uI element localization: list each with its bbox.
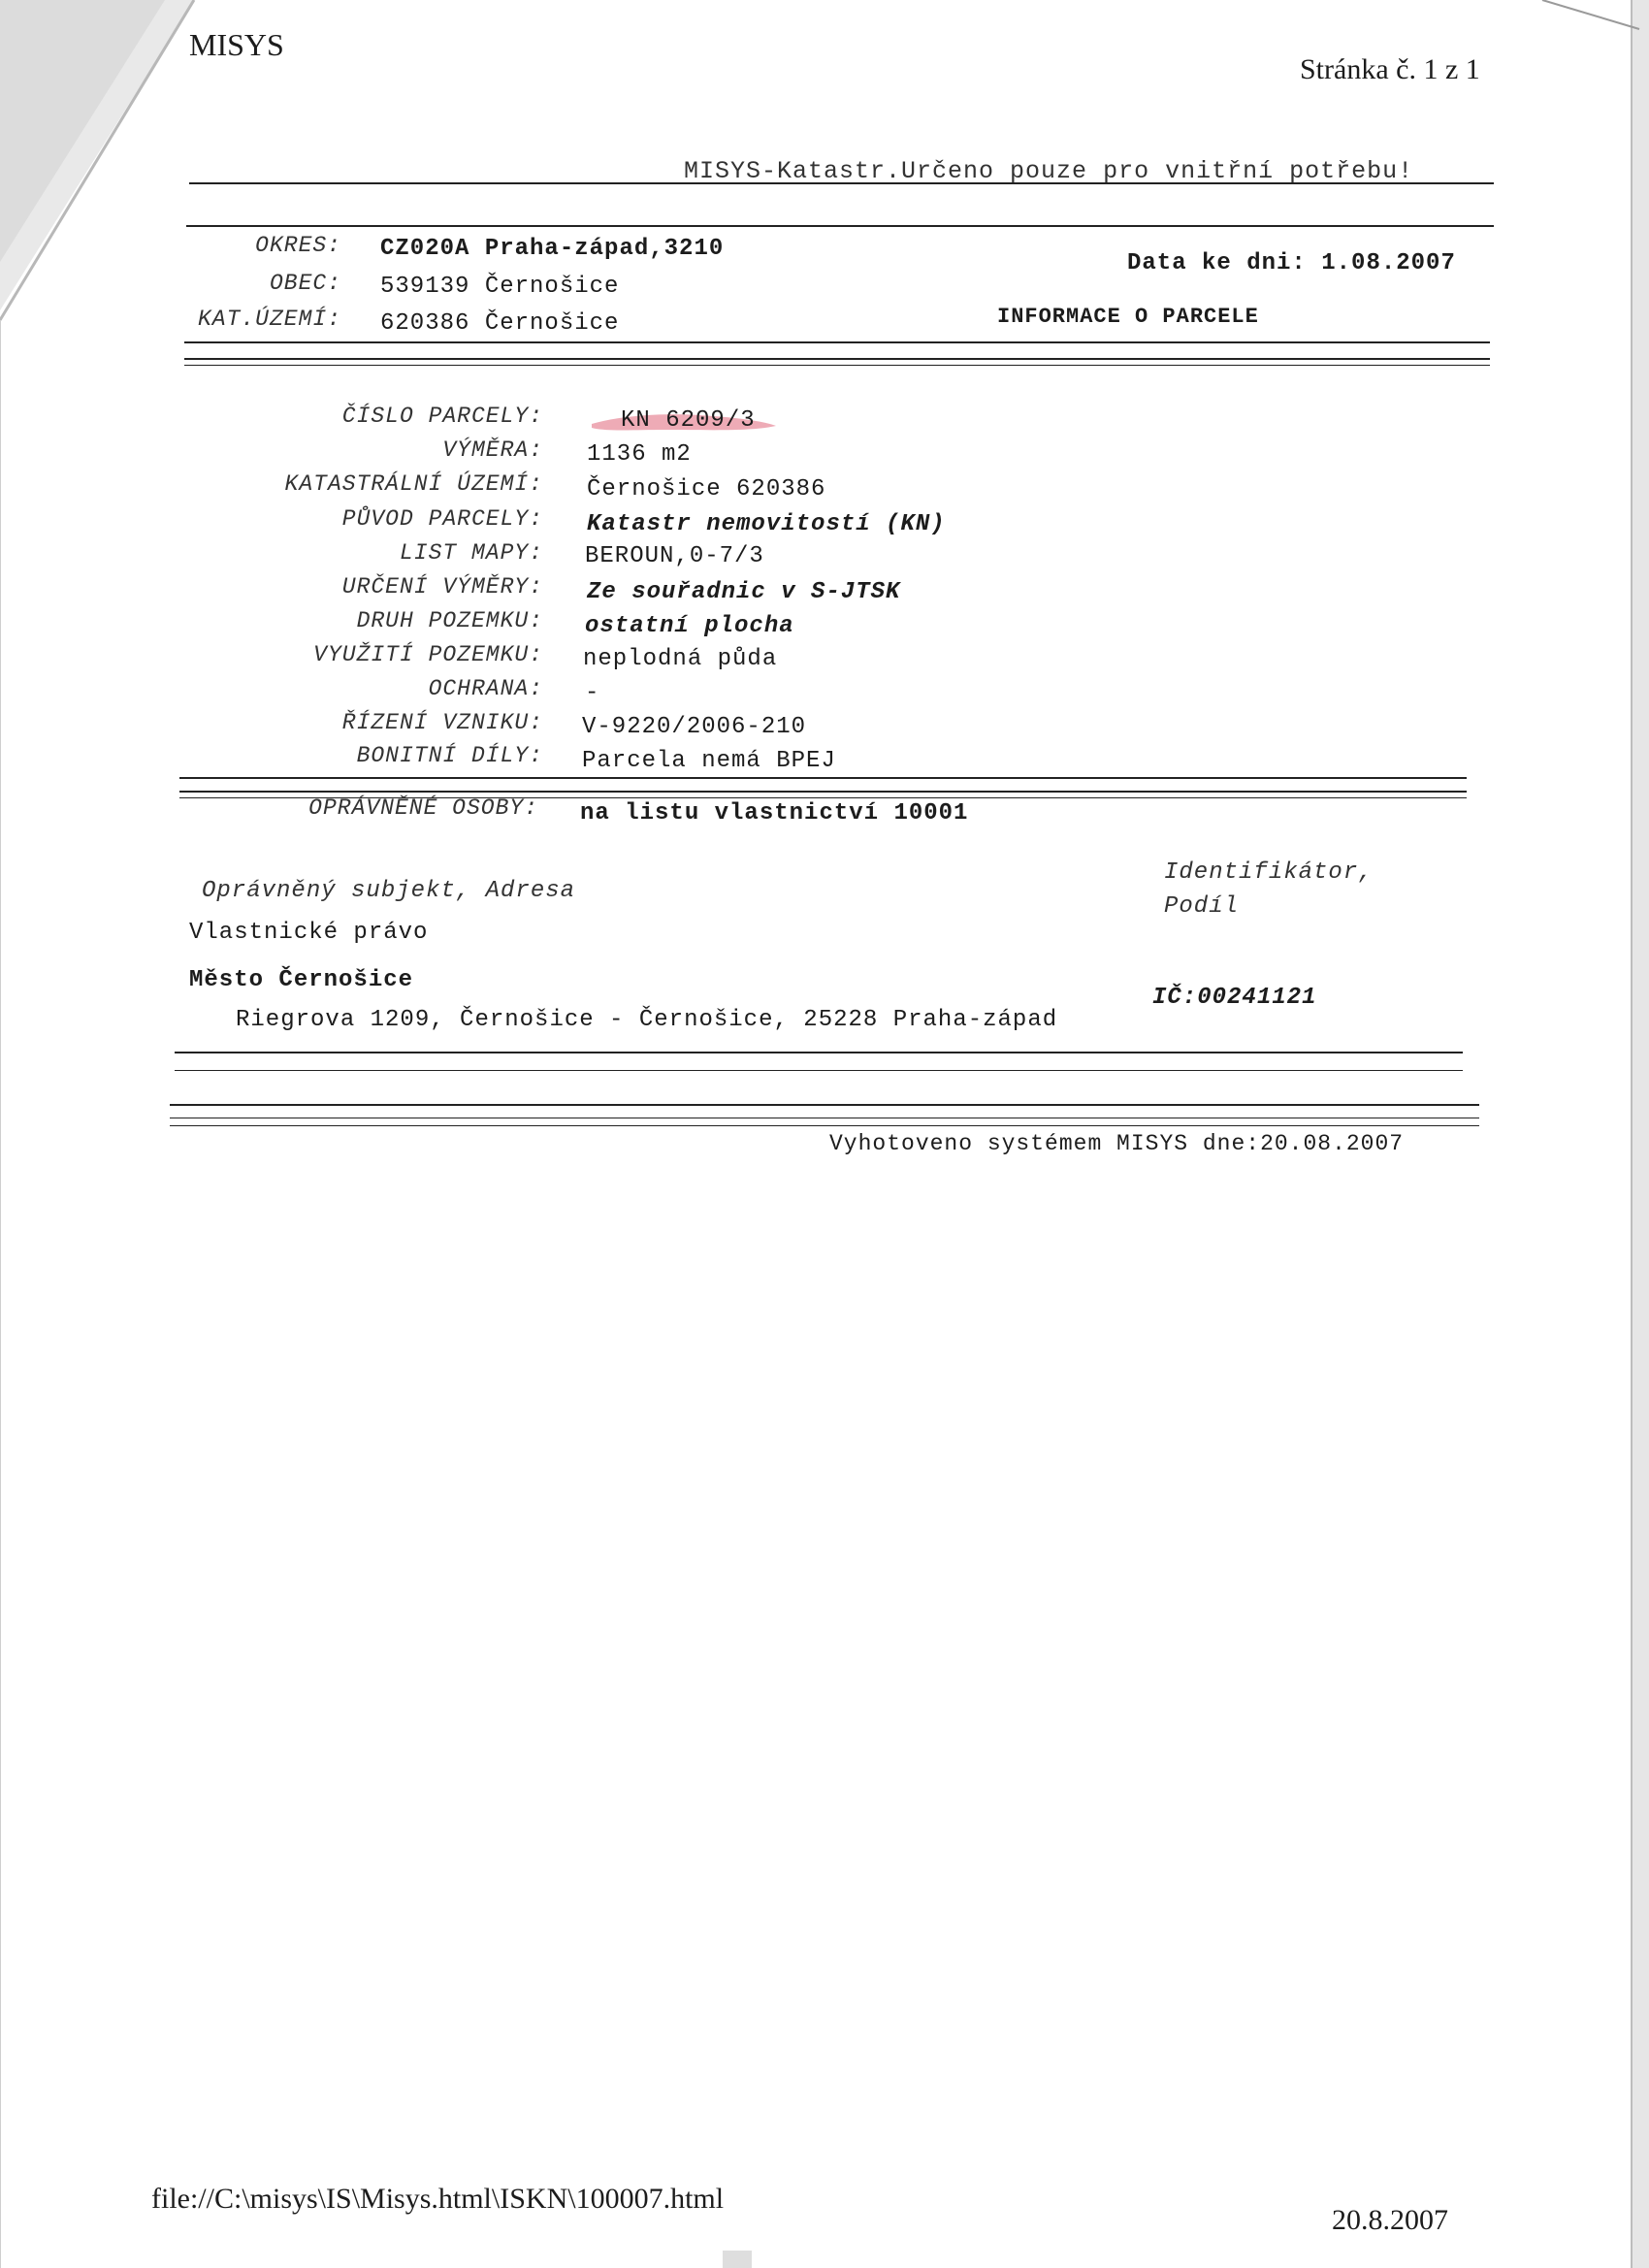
bonitni-dily-value: Parcela nemá BPEJ xyxy=(582,748,836,774)
identifier-column-header: Identifikátor, xyxy=(1164,859,1374,886)
katastralni-uzemi-value: Černošice 620386 xyxy=(587,476,826,502)
footer-date: 20.8.2007 xyxy=(1332,2204,1448,2236)
divider xyxy=(186,225,1494,227)
divider xyxy=(175,1070,1463,1071)
document-title: INFORMACE O PARCELE xyxy=(997,305,1259,329)
divider xyxy=(184,358,1490,360)
kat-uzemi-label: KAT.ÚZEMÍ: xyxy=(197,307,341,332)
generated-note: Vyhotoveno systémem MISYS dne:20.08.2007 xyxy=(829,1131,1405,1156)
divider xyxy=(189,182,1494,184)
vyuziti-pozemku-value: neplodná půda xyxy=(583,646,778,672)
obec-label: OBEC: xyxy=(269,271,341,296)
divider xyxy=(179,777,1467,779)
druh-pozemku-value: ostatní plocha xyxy=(585,613,794,639)
share-column-header: Podíl xyxy=(1164,893,1240,920)
rizeni-vzniku-value: V-9220/2006-210 xyxy=(582,714,807,740)
opravnene-osoby-value: na listu vlastnictví 10001 xyxy=(580,800,969,826)
vymera-value: 1136 m2 xyxy=(587,441,692,468)
right-type: Vlastnické právo xyxy=(189,920,429,946)
app-name: MISYS xyxy=(189,27,284,62)
divider xyxy=(170,1125,1479,1126)
okres-label: OKRES: xyxy=(255,233,341,258)
internal-use-notice: MISYS-Katastr.Určeno pouze pro vnitřní potřebu! xyxy=(684,157,1414,185)
divider xyxy=(170,1104,1479,1106)
divider xyxy=(175,1052,1463,1053)
owner-identifier: IČ:00241121 xyxy=(1152,985,1317,1011)
cislo-parcely-label: ČÍSLO PARCELY: xyxy=(341,404,543,429)
list-mapy-label: LIST MAPY: xyxy=(399,540,543,566)
vyuziti-pozemku-label: VYUŽITÍ POZEMKU: xyxy=(313,642,543,667)
puvod-parcely-label: PŮVOD PARCELY: xyxy=(341,506,543,532)
cislo-parcely-value: KN 6209/3 xyxy=(621,407,756,434)
opravnene-osoby-label: OPRÁVNĚNÉ OSOBY: xyxy=(308,795,538,821)
data-ke-dni: Data ke dni: 1.08.2007 xyxy=(1127,250,1456,276)
puvod-parcely-value: Katastr nemovitostí (KN) xyxy=(587,511,946,537)
owner-address: Riegrova 1209, Černošice - Černošice, 25228 Praha-západ xyxy=(236,1007,1058,1033)
katastralni-uzemi-label: KATASTRÁLNÍ ÚZEMÍ: xyxy=(284,471,543,497)
ochrana-value: - xyxy=(585,680,600,706)
okres-value: CZ020A Praha-západ,3210 xyxy=(380,236,725,262)
urceni-vymery-value: Ze souřadnic v S-JTSK xyxy=(587,579,901,605)
kat-uzemi-value: 620386 Černošice xyxy=(380,310,620,337)
page-counter: Stránka č. 1 z 1 xyxy=(1300,53,1480,85)
owner-name: Město Černošice xyxy=(189,967,414,993)
obec-value: 539139 Černošice xyxy=(380,274,620,300)
list-mapy-value: BEROUN,0-7/3 xyxy=(585,543,764,569)
file-path: file://C:\misys\IS\Misys.html\ISKN\100007.html xyxy=(151,2183,725,2215)
divider xyxy=(179,791,1467,793)
bonitni-dily-label: BONITNÍ DÍLY: xyxy=(356,743,543,768)
vymera-label: VÝMĚRA: xyxy=(442,437,543,463)
druh-pozemku-label: DRUH POZEMKU: xyxy=(356,608,543,633)
ochrana-label: OCHRANA: xyxy=(428,676,543,701)
subject-column-header: Oprávněný subjekt, Adresa xyxy=(202,878,576,904)
divider xyxy=(184,341,1490,343)
urceni-vymery-label: URČENÍ VÝMĚRY: xyxy=(341,574,543,599)
rizeni-vzniku-label: ŘÍZENÍ VZNIKU: xyxy=(341,710,543,735)
divider xyxy=(184,365,1490,366)
